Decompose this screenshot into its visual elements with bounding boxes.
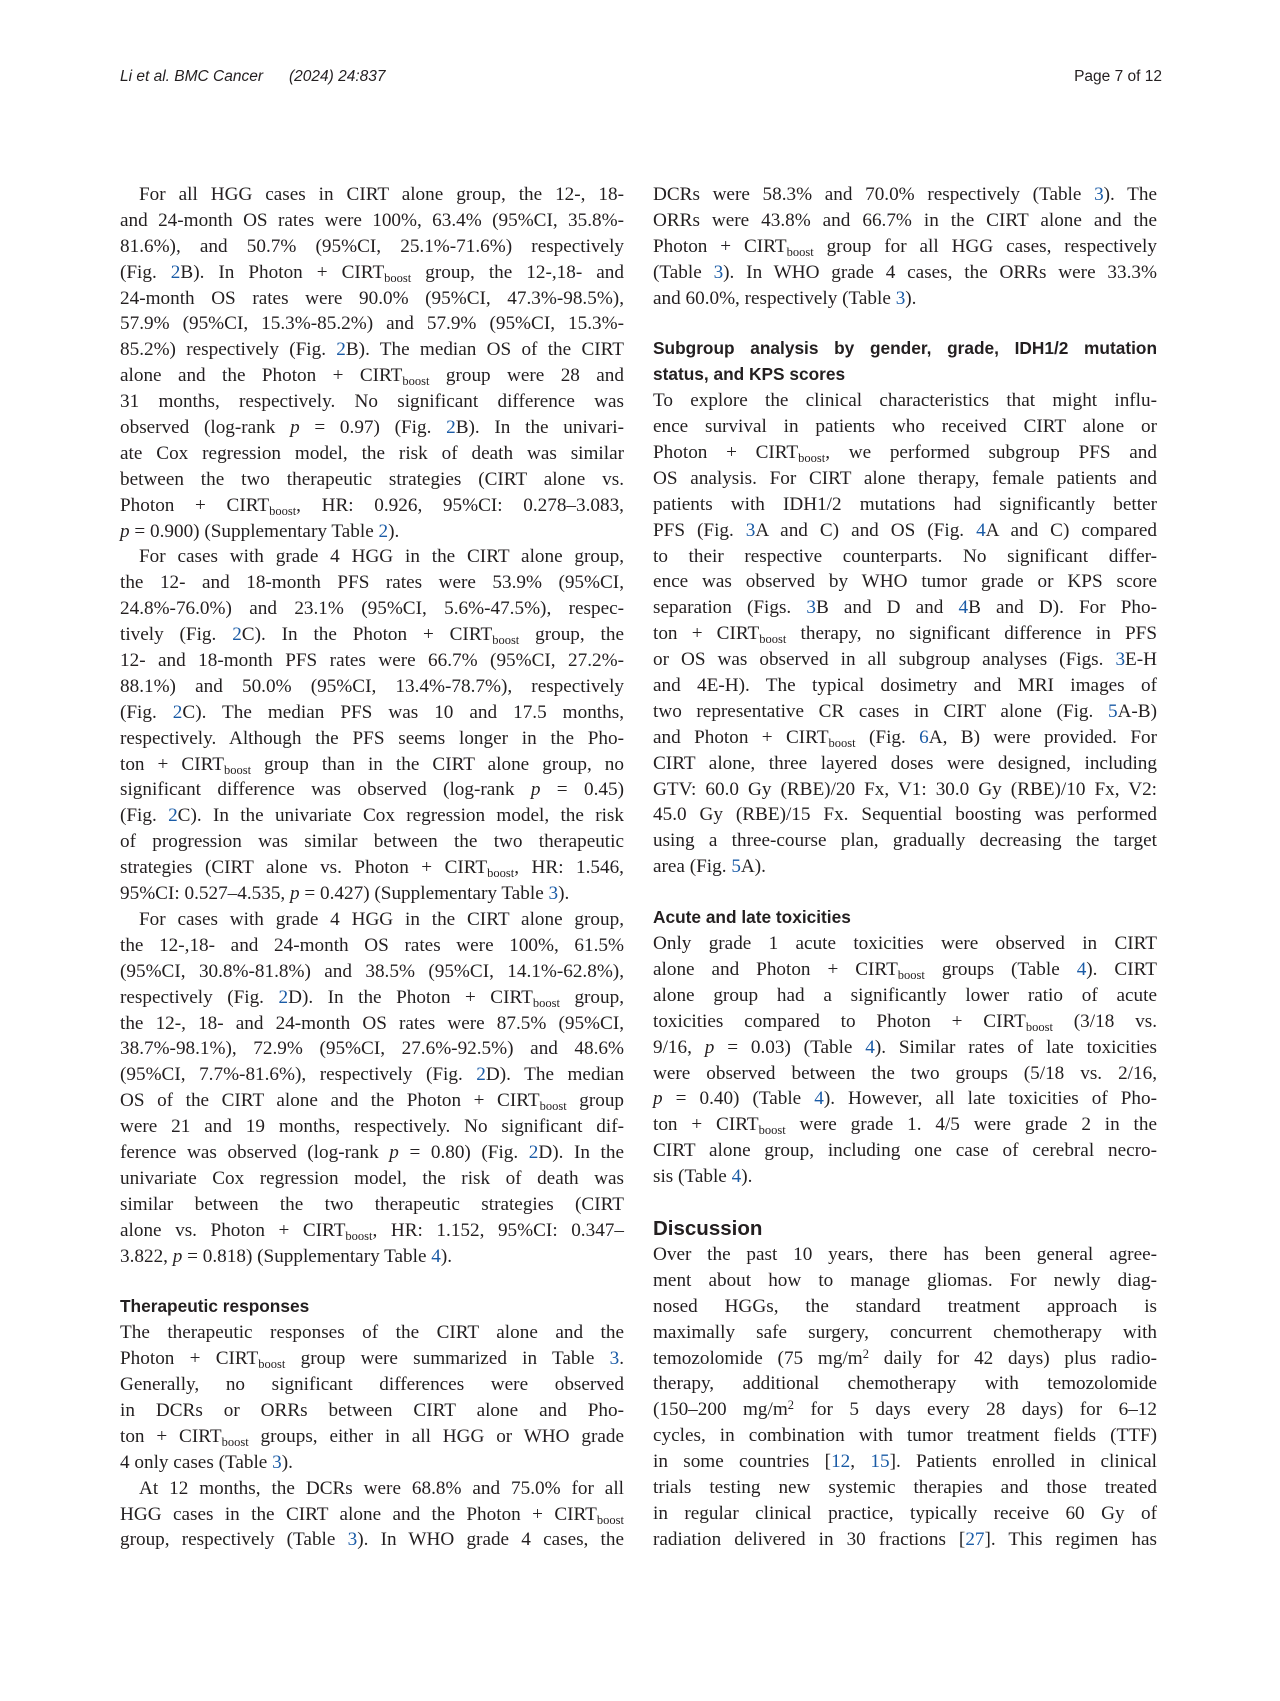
text-line: separation (Figs. 3B and D and 4B and D). For Pho- — [653, 597, 1158, 619]
text-line: (95%CI, 30.8%-81.8%) and 38.5% (95%CI, 14.1%-62.8%), — [120, 960, 624, 982]
paragraph-discussion — [653, 1242, 1157, 1553]
paragraph-toxicities — [653, 931, 1157, 1190]
text-line: univariate Cox regression model, the risk of death was — [120, 1167, 624, 1189]
text-line: were 21 and 19 months, respectively. No significant dif- — [120, 1116, 624, 1138]
text-line: therapy, additional chemotherapy with temozolomide — [653, 1373, 1157, 1395]
text-line: ence was observed by WHO tumor grade or KPS score — [653, 571, 1157, 593]
text-line: (150–200 $mg/m^2$ for 5 days every 28 days) for 6–12 — [653, 1398, 1157, 1421]
text-line: in some countries [12, 15]. Patients enrolled in clinical — [653, 1451, 1157, 1473]
text-line: similar between the two therapeutic strategies (CIRT — [120, 1193, 624, 1215]
text-line: observed (log-rank p = 0.97) (Fig. 2B). In the univari- — [120, 417, 625, 439]
paragraph-os-grade4 — [120, 907, 624, 1269]
text-line: Photon + $CIRT_{boost}$, we performed subgroup PFS and — [653, 442, 1157, 466]
text-line: (Table 3). In WHO grade 4 cases, the ORRs were 33.3% — [653, 261, 1157, 283]
text-line: 4 only cases (Table 3). — [120, 1451, 293, 1473]
text-line: 24-month OS rates were 90.0% (95%CI, 47.3%-98.5%), — [120, 287, 624, 309]
text-line: ton + $CIRT_{boost}$ groups, either in all HGG or WHO grade — [120, 1425, 624, 1449]
heading-toxicities: Acute and late toxicities — [653, 907, 851, 928]
text-line: The therapeutic responses of the CIRT alone and the — [120, 1322, 624, 1344]
text-line: ORRs were 43.8% and 66.7% in the CIRT alone and the — [653, 209, 1157, 231]
text-line: 45.0 Gy (RBE)/15 Fx. Sequential boosting was performed — [653, 804, 1157, 826]
text-line: To explore the clinical characteristics that might influ- — [653, 390, 1157, 412]
text-line: Generally, no significant differences were observed — [120, 1374, 624, 1396]
paragraph-os-all-hgg — [120, 182, 624, 544]
text-line: Photon + $CIRT_{boost}$ group for all HGG cases, respectively — [653, 235, 1157, 259]
text-line: At 12 months, the DCRs were 68.8% and 75.0% for all — [139, 1477, 624, 1499]
text-line: ate Cox regression model, the risk of death was similar — [120, 442, 624, 464]
text-line: alone and Photon + $CIRT_{boost}$ groups (Table 4). CIRT — [653, 958, 1157, 982]
text-line: 12- and 18-month PFS rates were 66.7% (95%CI, 27.2%- — [120, 650, 624, 672]
heading-subgroup-analysis — [653, 336, 1157, 388]
text-line: group, respectively (Table 3). In WHO grade 4 cases, the — [120, 1529, 625, 1551]
text-line: nosed HGGs, the standard treatment approach is — [653, 1295, 1157, 1317]
paragraph-pfs-grade4 — [120, 544, 624, 906]
text-line: ton + $CIRT_{boost}$ therapy, no significant difference in PFS — [653, 623, 1157, 647]
text-line: For cases with grade 4 HGG in the CIRT alone group, — [139, 546, 624, 568]
text-line: area (Fig. 5A). — [653, 856, 766, 878]
text-line: ment about how to manage gliomas. For newly diag- — [653, 1269, 1157, 1291]
text-line: Photon + $CIRT_{boost}$ group were summarized in Table 3. — [120, 1348, 624, 1372]
text-line: the 12-, 18- and 24-month OS rates were 87.5% (95%CI, — [120, 1012, 624, 1034]
text-line: two representative CR cases in CIRT alone (Fig. 5A-B) — [653, 700, 1157, 722]
text-line: (Fig. 2C). In the univariate Cox regression model, the risk — [120, 805, 624, 827]
paragraph-dcr — [120, 1476, 624, 1554]
text-line: between the two therapeutic strategies (CIRT alone vs. — [120, 468, 624, 490]
text-line: in DCRs or ORRs between CIRT alone and Pho- — [120, 1399, 624, 1421]
text-line: HGG cases in the CIRT alone and the Photon + $CIRT_{boost}$ — [120, 1503, 624, 1527]
paragraph-responses — [120, 1320, 624, 1475]
text-line: alone group had a significantly lower ratio of acute — [653, 984, 1157, 1006]
text-line: ference was observed (log-rank p = 0.80) (Fig. 2D). In the — [120, 1141, 624, 1163]
text-line: and 24-month OS rates were 100%, 63.4% (95%CI, 35.8%- — [120, 209, 624, 231]
running-head — [120, 68, 386, 86]
text-line: (95%CI, 7.7%-81.6%), respectively (Fig. 2D). The median — [120, 1064, 624, 1086]
text-line: DCRs were 58.3% and 70.0% respectively (Table 3). The — [653, 184, 1158, 205]
text-line: CIRT alone, three layered doses were designed, including — [653, 752, 1157, 774]
text-line: OS of the CIRT alone and the Photon + $CIRT_{boost}$ group — [120, 1090, 625, 1114]
right-column — [653, 182, 1157, 1553]
paragraph-subgroup — [653, 388, 1157, 880]
text-line: Over the past 10 years, there has been general agree- — [653, 1243, 1157, 1265]
text-line: (Fig. 2B). In Photon + $CIRT_{boost}$ group, the 12-,18- and — [120, 261, 624, 285]
text-line: 57.9% (95%CI, 15.3%-85.2%) and 57.9% (95%CI, 15.3%- — [120, 313, 624, 335]
text-line: 88.1%) and 50.0% (95%CI, 13.4%-78.7%), respectively — [120, 675, 624, 697]
text-line: cycles, in combination with tumor treatment fields (TTF) — [653, 1425, 1157, 1447]
text-line: 38.7%-98.1%), 72.9% (95%CI, 27.6%-92.5%) and 48.6% — [120, 1038, 624, 1060]
text-line: Subgroup analysis by gender, grade, IDH1/2 mutation — [653, 338, 1157, 359]
text-line: (Fig. 2C). The median PFS was 10 and 17.5 months, — [120, 701, 624, 723]
text-line: to their respective counterparts. No significant differ- — [653, 545, 1157, 567]
text-line: of progression was similar between the two therapeutic — [120, 831, 624, 853]
text-line: radiation delivered in 30 fractions [27]. This regimen has — [653, 1528, 1157, 1550]
text-line: OS analysis. For CIRT alone therapy, female patients and — [653, 467, 1157, 489]
text-line: in regular clinical practice, typically receive 60 Gy of — [653, 1502, 1157, 1524]
volume-citation: (2024) 24:837 — [289, 68, 386, 85]
text-line: temozolomide (75 $mg/m^2$ daily for 42 days) plus radio- — [653, 1346, 1157, 1369]
text-line: ton + $CIRT_{boost}$ were grade 1. 4/5 were grade 2 in the — [653, 1114, 1157, 1138]
text-line: ence survival in patients who received CIRT alone or — [653, 416, 1157, 438]
text-line: maximally safe surgery, concurrent chemotherapy with — [653, 1321, 1157, 1343]
paragraph-dcr-continued — [653, 182, 1157, 311]
text-line: strategies (CIRT alone vs. Photon + $CIRT_{boost}$, HR: 1.546, — [120, 857, 624, 881]
text-line: using a three-course plan, gradually decreasing the target — [653, 830, 1157, 852]
text-line: 31 months, respectively. No significant difference was — [120, 391, 624, 413]
text-line: toxicities compared to Photon + $CIRT_{boost}$ (3/18 vs. — [653, 1010, 1157, 1034]
page-number: Page 7 of 12 — [1074, 68, 1162, 85]
text-line: were observed between the two groups (5/18 vs. 2/16, — [653, 1062, 1157, 1084]
text-line: and 4E-H). The typical dosimetry and MRI images of — [653, 675, 1157, 697]
text-line: sis (Table 4). — [653, 1166, 753, 1188]
text-line: For all HGG cases in CIRT alone group, the 12-, 18- — [139, 184, 624, 205]
text-line: patients with IDH1/2 mutations had significantly better — [653, 493, 1157, 515]
text-line: Only grade 1 acute toxicities were observed in CIRT — [653, 933, 1157, 955]
text-line: respectively (Fig. 2D). In the Photon + $CIRT_{boost}$ group, — [120, 986, 625, 1010]
text-line: p = 0.900) (Supplementary Table 2). — [120, 520, 400, 542]
text-line: tively (Fig. 2C). In the Photon + $CIRT_{boost}$ group, the — [120, 624, 624, 648]
text-line: respectively. Although the PFS seems longer in the Pho- — [120, 727, 624, 749]
text-line: 24.8%-76.0%) and 23.1% (95%CI, 5.6%-47.5%), respec- — [120, 598, 624, 620]
text-line: p = 0.40) (Table 4). However, all late toxicities of Pho- — [653, 1088, 1157, 1110]
text-line: PFS (Fig. 3A and C) and OS (Fig. 4A and C) compared — [653, 519, 1157, 541]
text-line: or OS was observed in all subgroup analyses (Figs. 3E-H — [653, 649, 1157, 671]
text-line: alone vs. Photon + $CIRT_{boost}$, HR: 1.152, 95%CI: 0.347– — [120, 1219, 624, 1243]
heading-therapeutic-responses: Therapeutic responses — [120, 1296, 310, 1317]
text-line: 95%CI: 0.527–4.535, p = 0.427) (Supplementary Table 3). — [120, 883, 570, 905]
text-line: Photon + $CIRT_{boost}$, HR: 0.926, 95%CI: 0.278–3.083, — [120, 494, 624, 518]
text-line: and 60.0%, respectively (Table 3). — [653, 287, 917, 309]
text-line: alone and the Photon + $CIRT_{boost}$ group were 28 and — [120, 365, 624, 389]
page-header — [0, 68, 1280, 92]
left-column — [120, 182, 624, 1553]
text-line: CIRT alone group, including one case of cerebral necro- — [653, 1140, 1157, 1162]
text-line: status, and KPS scores — [653, 364, 846, 385]
text-line: 3.822, p = 0.818) (Supplementary Table 4). — [120, 1245, 453, 1267]
text-line: ton + $CIRT_{boost}$ group than in the CIRT alone group, no — [120, 753, 624, 777]
text-line: trials testing new systemic therapies and those treated — [653, 1476, 1157, 1498]
text-line: 9/16, p = 0.03) (Table 4). Similar rates of late toxicities — [653, 1036, 1158, 1058]
text-line: and Photon + $CIRT_{boost}$ (Fig. 6A, B) were provided. For — [653, 726, 1157, 750]
journal-citation: Li et al. BMC Cancer — [120, 68, 263, 85]
text-line: 85.2%) respectively (Fig. 2B). The median OS of the CIRT — [120, 339, 625, 361]
heading-discussion: Discussion — [653, 1216, 763, 1240]
text-line: 81.6%), and 50.7% (95%CI, 25.1%-71.6%) respectively — [120, 235, 624, 257]
text-line: significant difference was observed (log-rank p = 0.45) — [120, 779, 624, 801]
text-line: the 12-,18- and 24-month OS rates were 100%, 61.5% — [120, 934, 624, 956]
text-line: For cases with grade 4 HGG in the CIRT alone group, — [139, 908, 624, 930]
text-line: GTV: 60.0 Gy (RBE)/20 Fx, V1: 30.0 Gy (RBE)/10 Fx, V2: — [653, 778, 1157, 800]
text-line: the 12- and 18-month PFS rates were 53.9% (95%CI, — [120, 572, 624, 594]
